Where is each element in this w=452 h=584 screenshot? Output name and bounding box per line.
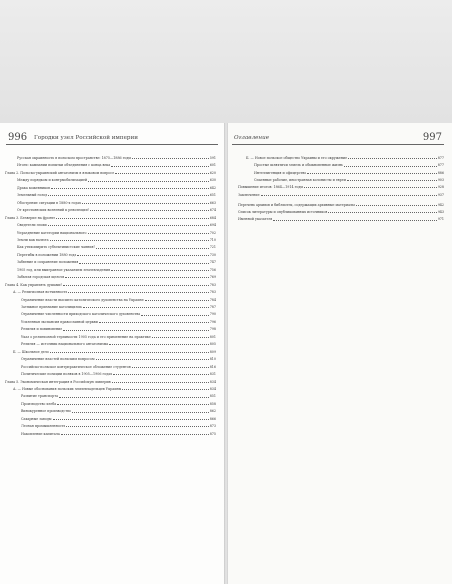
toc-entry xyxy=(17,238,216,242)
toc-entry-title: Усиленная экспансия православной церкви xyxy=(21,319,98,324)
toc-entry xyxy=(21,424,216,428)
dot-leader xyxy=(48,225,209,226)
toc-entry-page: 747 xyxy=(209,260,216,265)
toc-entry-title: Б. — Школьное дело xyxy=(13,349,49,354)
dot-leader xyxy=(132,158,209,159)
dot-leader xyxy=(99,322,209,323)
dot-leader xyxy=(145,300,209,301)
toc-entry xyxy=(17,253,216,257)
toc-entry-title: Перегибы в положении 1880 года xyxy=(17,252,77,257)
toc-entry-title: Религия и повиновение xyxy=(21,327,63,332)
toc-entry-page: 790 xyxy=(209,312,216,317)
toc-entry xyxy=(21,327,216,331)
dot-leader xyxy=(328,212,436,213)
dot-leader xyxy=(79,263,208,264)
toc-entry-page: 756 xyxy=(209,267,216,272)
dot-leader xyxy=(56,218,208,219)
right-running-title: Оглавление xyxy=(234,135,270,141)
dot-leader xyxy=(115,173,209,174)
dot-leader xyxy=(111,166,208,167)
toc-entry xyxy=(238,193,444,197)
toc-entry xyxy=(238,210,444,214)
toc-entry-page: 787 xyxy=(209,305,216,309)
toc-entry-page: 816 xyxy=(209,364,216,369)
toc-entry-page: 875 xyxy=(209,431,216,436)
toc-entry-title: 1905 год, или выигранное указанием землевладения xyxy=(17,267,111,272)
toc-entry-page: 886 xyxy=(437,170,444,175)
toc-entry-page: 769 xyxy=(209,275,216,280)
toc-entry xyxy=(17,193,216,197)
toc-entry-title: Глава 2. Польско-украинский антагонизм в языковом вопросе xyxy=(5,170,115,175)
toc-entry-page: 942 xyxy=(437,202,444,207)
toc-entry-page: 831 xyxy=(209,372,216,377)
toc-entry xyxy=(17,260,216,264)
dot-leader xyxy=(88,233,209,234)
dot-leader xyxy=(307,173,436,174)
toc-entry xyxy=(17,163,216,167)
toc-entry-page: 971 xyxy=(437,217,444,222)
toc-entry xyxy=(246,156,444,160)
toc-entry-page: 805 xyxy=(209,342,216,347)
toc-entry-page: 784 xyxy=(209,297,216,302)
toc-entry-title: Б. — Новое польское общество Украины и его окружение xyxy=(246,156,348,160)
toc-entry-title: Развитие транспорта xyxy=(21,394,59,399)
toc-entry-title: Упразднение категории национального xyxy=(17,230,87,235)
toc-entry-page: 796 xyxy=(209,319,216,324)
toc-entry-page: 834 xyxy=(209,379,216,384)
toc-entry xyxy=(238,185,444,189)
toc-entry-page: 721 xyxy=(209,245,216,250)
toc-entry xyxy=(21,357,216,361)
toc-entry xyxy=(21,320,216,324)
dot-leader xyxy=(82,203,209,204)
toc-entry xyxy=(254,171,444,175)
dot-leader xyxy=(112,382,208,383)
toc-entry xyxy=(21,365,216,369)
dot-leader xyxy=(113,374,209,375)
toc-entry-page: 591 xyxy=(209,156,216,160)
dot-leader xyxy=(90,210,208,211)
toc-entry xyxy=(17,231,216,235)
dot-leader xyxy=(68,292,208,293)
dot-leader xyxy=(141,315,208,316)
toc-entry-title: Повышение итогов: 1864—1914 годы xyxy=(238,185,303,190)
toc-entry xyxy=(21,298,216,302)
toc-entry xyxy=(5,283,216,287)
toc-entry-page: 834 xyxy=(209,386,216,391)
dot-leader xyxy=(51,188,209,189)
toc-entry-page: 642 xyxy=(209,185,216,190)
toc-entry-title: Накопление капитала xyxy=(21,431,60,436)
toc-entry-page: 937 xyxy=(437,192,444,197)
toc-entry-page: 694 xyxy=(209,223,216,228)
toc-entry-title: Ограничение численности приходского католического духовенства xyxy=(21,312,141,317)
dot-leader xyxy=(50,352,209,353)
dot-leader xyxy=(50,240,209,241)
right-page-number: 997 xyxy=(422,132,442,143)
dot-leader xyxy=(348,158,437,159)
toc-entry-title: Глава 4. Как управлять душами? xyxy=(5,282,63,287)
dot-leader xyxy=(66,426,208,427)
dot-leader xyxy=(152,337,209,338)
toc-entry xyxy=(17,178,216,182)
toc-entry-page: 702 xyxy=(209,230,216,235)
dot-leader xyxy=(356,205,437,206)
scanner-background xyxy=(0,0,452,123)
header-rule xyxy=(232,144,444,145)
toc-entry-page: 783 xyxy=(209,282,216,287)
dot-leader xyxy=(344,166,437,167)
toc-entry-title: Лесная промышленность xyxy=(21,424,66,429)
dot-leader xyxy=(273,220,436,221)
toc-entry-title: Драка кожевников xyxy=(17,185,51,190)
toc-entry-page: 943 xyxy=(437,210,444,215)
toc-entry-page: 651 xyxy=(209,193,216,198)
toc-entry xyxy=(238,217,444,221)
toc-entry-page: 630 xyxy=(209,178,216,183)
toc-entry-title: Земельный голод xyxy=(17,193,48,198)
toc-entry-page: 674 xyxy=(209,208,216,213)
toc-entry xyxy=(21,417,216,421)
toc-entry xyxy=(21,409,216,413)
toc-entry xyxy=(21,312,216,316)
dot-leader xyxy=(111,270,209,271)
toc-entry-page: 862 xyxy=(209,409,216,414)
toc-entry-page: 730 xyxy=(209,252,216,257)
toc-entry xyxy=(254,163,444,167)
toc-entry-page: 801 xyxy=(209,334,216,339)
dot-leader xyxy=(53,419,209,420)
toc-entry-title: Политические позиции поляков в 1905—1906 годах xyxy=(21,372,113,377)
toc-entry-title: Именной указатель xyxy=(238,217,273,222)
toc-entry xyxy=(13,387,216,391)
toc-entry-title: Между порядком и контрмобилизацией xyxy=(17,178,88,183)
dot-leader xyxy=(96,359,209,360)
right-page-header xyxy=(232,133,444,145)
toc-entry-title: Спаенные рабочие, иностранная колонисты и евреи xyxy=(254,177,346,182)
toc-entry xyxy=(21,335,216,339)
toc-entry-page: 877 xyxy=(437,163,444,168)
toc-entry-page: 903 xyxy=(437,177,444,182)
dot-leader xyxy=(65,277,208,278)
toc-entry-title: Затяжное признание католицизма xyxy=(21,305,82,309)
dot-leader xyxy=(132,367,209,368)
toc-entry-page: 620 xyxy=(209,170,216,175)
toc-entry-title: Ограничение властей польским вопросом xyxy=(21,357,95,362)
dot-leader xyxy=(88,181,209,182)
toc-entry-title: Обострение ситуации в 1880-х годах xyxy=(17,200,82,205)
toc-entry xyxy=(17,268,216,272)
toc-entry xyxy=(21,402,216,406)
toc-entry-title: Простые шляхтичи земель и обыкновенные жизнь xyxy=(254,163,343,168)
toc-entry-page: 798 xyxy=(209,327,216,332)
dot-leader xyxy=(109,344,208,345)
dot-leader xyxy=(77,255,208,256)
dot-leader xyxy=(59,397,209,398)
toc-entry xyxy=(17,208,216,212)
toc-entry xyxy=(254,178,444,182)
toc-entry xyxy=(5,380,216,384)
dot-leader xyxy=(96,248,208,249)
dot-leader xyxy=(57,404,208,405)
toc-entry-page: 851 xyxy=(209,394,216,399)
left-page-header xyxy=(6,133,218,145)
toc-entry-title: А. — Религиозная вотчинность xyxy=(13,290,68,295)
toc-entry-title: Земли как валюта xyxy=(17,237,49,242)
left-page-number: 996 xyxy=(8,132,28,143)
dot-leader xyxy=(347,180,437,181)
toc-entry-title: Список литературы и опубликованных источников xyxy=(238,210,328,215)
toc-entry-title: Глава 3. Безверие на фронте xyxy=(5,215,56,220)
toc-entry-title: Российско-польское контрпрактическое обложение студентов xyxy=(21,364,131,369)
toc-entry xyxy=(13,290,216,294)
dot-leader xyxy=(83,307,209,308)
left-running-title: Городки узел Российской империи xyxy=(34,135,138,141)
toc-entry-page: 873 xyxy=(209,424,216,429)
dot-leader xyxy=(61,434,209,435)
dot-leader xyxy=(48,195,208,196)
toc-entry xyxy=(17,223,216,227)
toc-entry-title: Производство хлеба xyxy=(21,401,57,406)
toc-entry xyxy=(13,350,216,354)
toc-entry-title: Глава 5. Экономическая интеграция в Российскую империю xyxy=(5,379,112,384)
toc-entry xyxy=(5,216,216,220)
header-rule xyxy=(6,144,218,145)
toc-entry-page: 809 xyxy=(209,349,216,354)
toc-entry xyxy=(21,342,216,346)
toc-entry-title: Заключение xyxy=(238,192,260,197)
toc-entry-page: 663 xyxy=(209,200,216,205)
toc-entry-title: Забытая городская щелочь xyxy=(17,275,65,280)
toc-entry-title: Интеллигенция и офицерство xyxy=(254,170,307,175)
toc-entry-title: Сахарные заводы xyxy=(21,416,52,421)
toc-entry-page: 866 xyxy=(209,416,216,421)
toc-entry-title: А. — Новые обоснования польских землевладельцев Украины xyxy=(13,386,122,391)
dot-leader xyxy=(63,330,208,331)
toc-entry-title: Указ о религиозной терпимости 1905 года и его применение на практике xyxy=(21,334,151,339)
toc-entry-title: Русская окраинность в польском пространстве: 1875—1886 годы xyxy=(17,156,132,160)
toc-entry-title: Винокуренное производство xyxy=(21,409,71,414)
toc-entry xyxy=(17,186,216,190)
toc-entry xyxy=(21,305,216,309)
toc-entry xyxy=(238,203,444,207)
toc-entry-title: Свидетели эпохи xyxy=(17,223,47,228)
toc-entry-page: 858 xyxy=(209,401,216,406)
toc-entry xyxy=(17,275,216,279)
toc-entry-page: 710 xyxy=(209,237,216,242)
toc-entry xyxy=(17,245,216,249)
toc-entry-title: От крестьянских волнений к революции? xyxy=(17,208,90,213)
toc-entry-title: Ограничение власти высшего католического духовенства на Украине xyxy=(21,297,144,302)
toc-entry xyxy=(21,432,216,436)
toc-entry-page: 810 xyxy=(209,357,216,362)
toc-entry xyxy=(21,372,216,376)
dot-leader xyxy=(63,285,208,286)
toc-entry-title: Забвение и сохранение положения xyxy=(17,260,79,265)
toc-entry-title: Как утихомирить субъективистские чаяния? xyxy=(17,245,96,250)
dot-leader xyxy=(304,187,437,188)
toc-entry xyxy=(21,394,216,398)
toc-entry-page: 928 xyxy=(437,185,444,190)
dot-leader xyxy=(261,195,437,196)
toc-entry-title: Итоги: кампании попытки объединения с конца века xyxy=(17,163,111,168)
dot-leader xyxy=(122,389,208,390)
toc-entry-page: 783 xyxy=(209,290,216,295)
toc-entry-page: 601 xyxy=(209,163,216,168)
toc-entry xyxy=(17,201,216,205)
toc-entry-page: 684 xyxy=(209,215,216,220)
dot-leader xyxy=(72,412,209,413)
toc-entry-title: Перечень архивов и библиотек, содержащих архивные материалы xyxy=(238,202,355,207)
toc-entry-page: 877 xyxy=(437,156,444,160)
toc-entry-title: Религия — источник национального антагонизма xyxy=(21,342,109,347)
toc-entry xyxy=(17,156,216,160)
toc-entry xyxy=(5,171,216,175)
